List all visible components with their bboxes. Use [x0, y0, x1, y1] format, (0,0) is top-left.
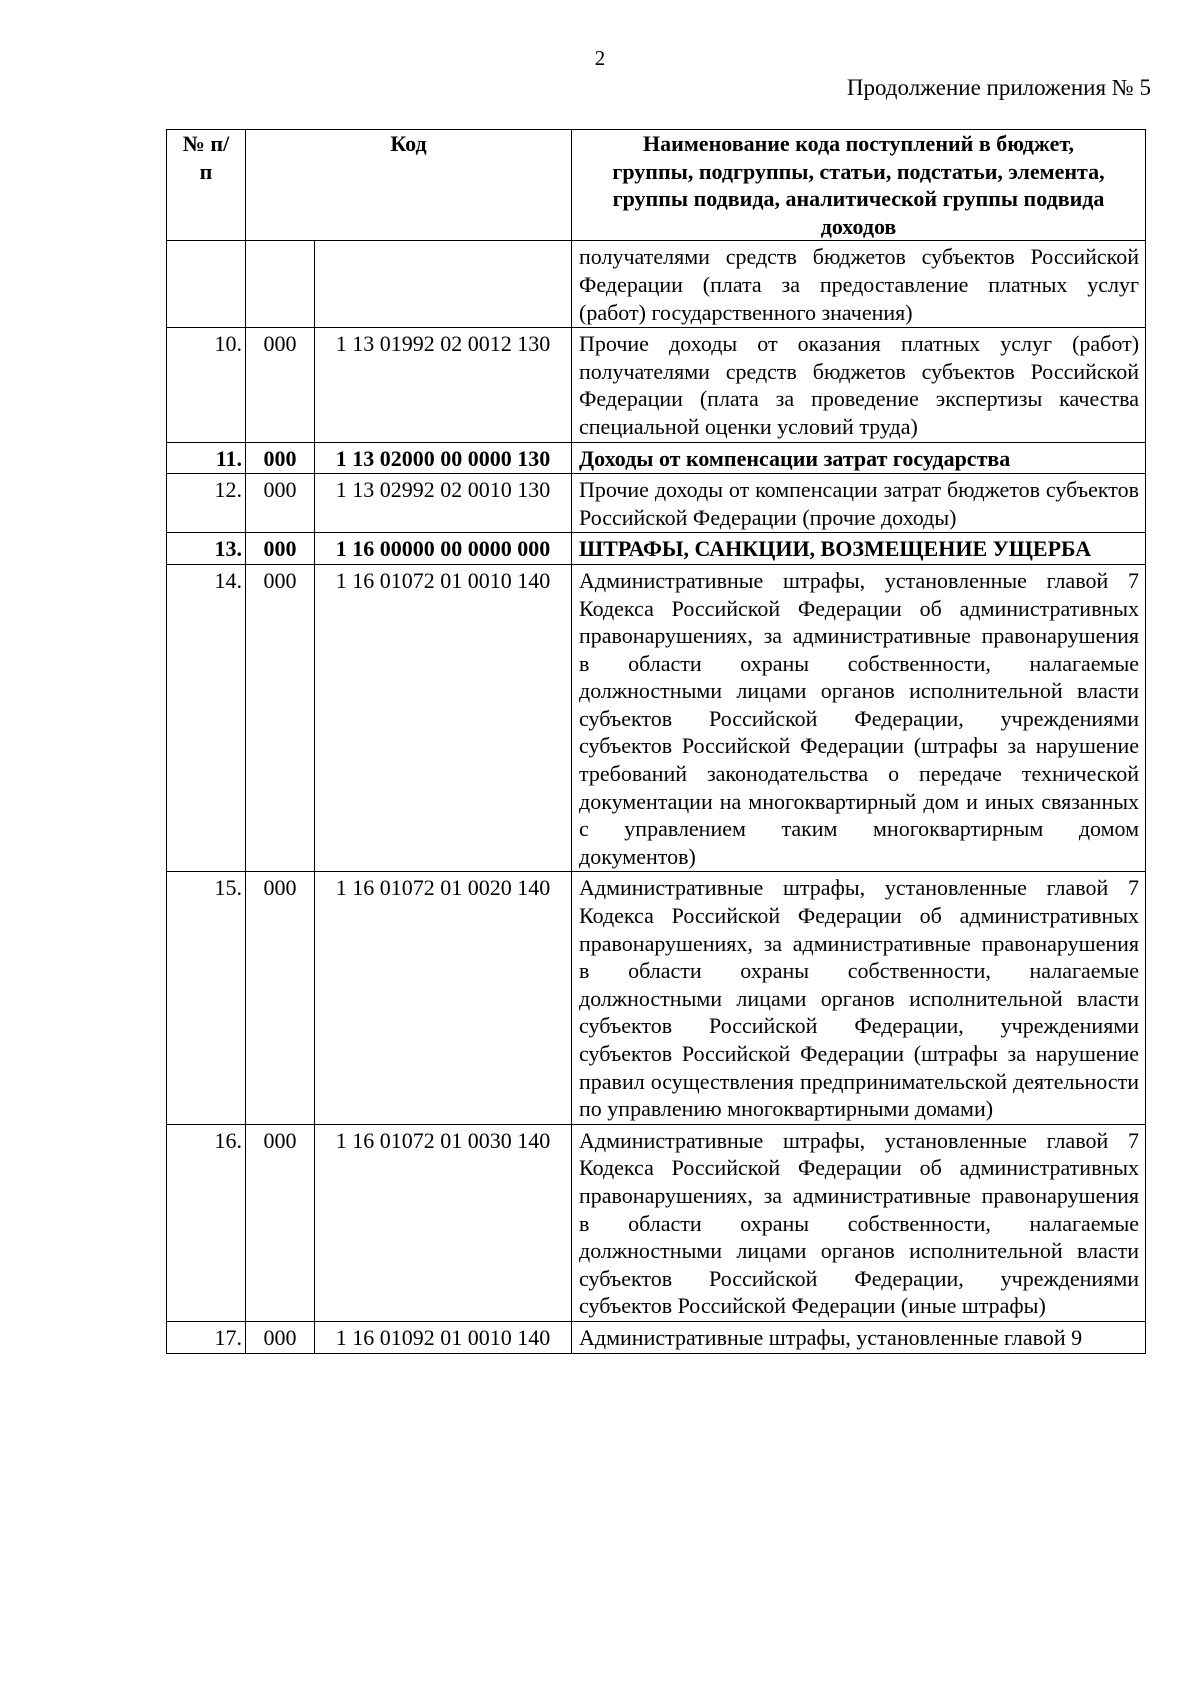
table-row	[167, 1321, 1146, 1353]
table-row	[167, 533, 1146, 565]
row-number: 12.	[167, 474, 246, 533]
row-number	[167, 241, 246, 328]
header-code: Код	[246, 130, 572, 241]
revenue-code: 1 16 00000 00 0000 000	[315, 533, 572, 565]
row-number: 15.	[167, 872, 246, 1124]
revenue-code: 1 13 01992 02 0012 130	[315, 328, 572, 442]
header-name: Наименование кода поступлений в бюджет, группы, подгруппы, статьи, подстатьи, элемента, группы подвида, аналитической группы подвида доходов	[572, 130, 1146, 241]
revenue-code: 1 16 01072 01 0010 140	[315, 564, 572, 872]
revenue-code: 1 13 02992 02 0010 130	[315, 474, 572, 533]
page-number: 2	[594, 46, 606, 70]
revenue-name: получателями средств бюджетов субъектов Российской Федерации (плата за предоставление платных услуг (работ) государственного значения)	[572, 241, 1146, 328]
table-row	[167, 442, 1146, 474]
admin-code: 000	[246, 533, 315, 565]
revenue-name: Прочие доходы от компенсации затрат бюджетов субъектов Российской Федерации (прочие доходы)	[572, 474, 1146, 533]
revenue-codes-table	[166, 129, 1146, 1354]
appendix-continuation-label: Продолжение приложения № 5	[846, 75, 1151, 100]
table-body	[167, 241, 1146, 1353]
revenue-name: Прочие доходы от оказания платных услуг (работ) получателями средств бюджетов субъектов Российской Федерации (плата за проведение экспертизы качества специальной оценки условий труда)	[572, 328, 1146, 442]
revenue-name: Административные штрафы, установленные главой 9	[572, 1321, 1146, 1353]
revenue-name: Административные штрафы, установленные главой 7 Кодекса Российской Федерации об административных правонарушениях, за административные правонарушения в области охраны собственности, налагаемые должностными лицами органов исполнительной власти субъектов Российской Федерации, учреждениями субъектов Российской Федерации (иные штрафы)	[572, 1124, 1146, 1321]
admin-code: 000	[246, 564, 315, 872]
revenue-code: 1 13 02000 00 0000 130	[315, 442, 572, 474]
revenue-name: Административные штрафы, установленные главой 7 Кодекса Российской Федерации об административных правонарушениях, за административные правонарушения в области охраны собственности, налагаемые должностными лицами органов исполнительной власти субъектов Российской Федерации, учреждениями субъектов Российской Федерации (штрафы за нарушение требований законодательства о передаче технической документации на многоквартирный дом и иных связанных с управлением таким многоквартирным домом документов)	[572, 564, 1146, 872]
table-row	[167, 1124, 1146, 1321]
revenue-name: ШТРАФЫ, САНКЦИИ, ВОЗМЕЩЕНИЕ УЩЕРБА	[572, 533, 1146, 565]
row-number: 14.	[167, 564, 246, 872]
revenue-code: 1 16 01072 01 0020 140	[315, 872, 572, 1124]
row-number: 11.	[167, 442, 246, 474]
table-row	[167, 474, 1146, 533]
revenue-name: Доходы от компенсации затрат государства	[572, 442, 1146, 474]
table-row	[167, 241, 1146, 328]
revenue-code	[315, 241, 572, 328]
table-row	[167, 872, 1146, 1124]
revenue-code: 1 16 01072 01 0030 140	[315, 1124, 572, 1321]
row-number: 13.	[167, 533, 246, 565]
admin-code: 000	[246, 442, 315, 474]
admin-code: 000	[246, 474, 315, 533]
row-number: 10.	[167, 328, 246, 442]
row-number: 16.	[167, 1124, 246, 1321]
admin-code	[246, 241, 315, 328]
header-num: № п/п	[167, 130, 246, 241]
table-row	[167, 328, 1146, 442]
table-row	[167, 564, 1146, 872]
revenue-name: Административные штрафы, установленные главой 7 Кодекса Российской Федерации об административных правонарушениях, за административные правонарушения в области охраны собственности, налагаемые должностными лицами органов исполнительной власти субъектов Российской Федерации, учреждениями субъектов Российской Федерации (штрафы за нарушение правил осуществления предпринимательской деятельности по управлению многоквартирными домами)	[572, 872, 1146, 1124]
admin-code: 000	[246, 1124, 315, 1321]
admin-code: 000	[246, 328, 315, 442]
admin-code: 000	[246, 1321, 315, 1353]
revenue-code: 1 16 01092 01 0010 140	[315, 1321, 572, 1353]
admin-code: 000	[246, 872, 315, 1124]
row-number: 17.	[167, 1321, 246, 1353]
table-header-row	[167, 130, 1146, 241]
